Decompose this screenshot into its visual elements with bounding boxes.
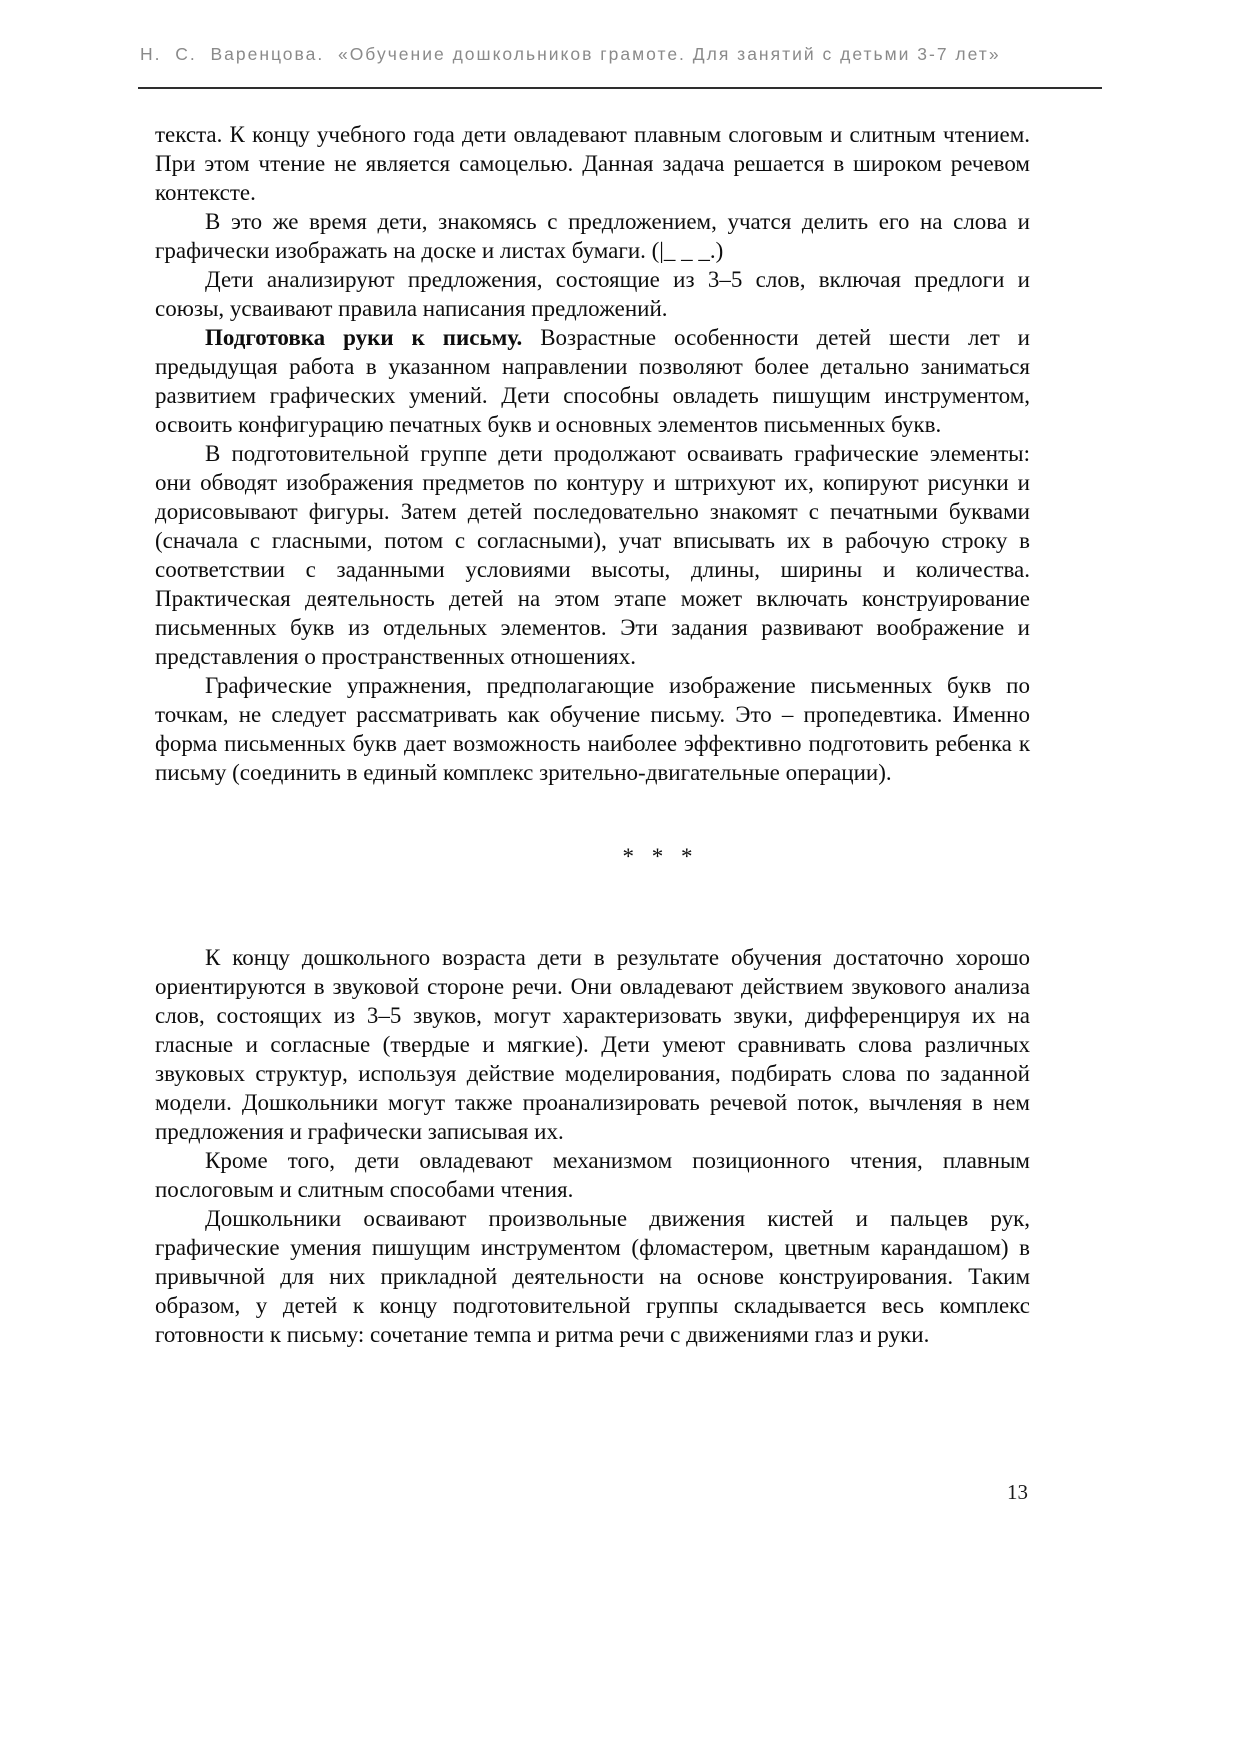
- running-header: Н. С. Варенцова. «Обучение дошкольников грамоте. Для занятий с детьми 3-7 лет»: [140, 44, 1001, 64]
- paragraph: В это же время дети, знакомясь с предложением, учатся делить его на слова и графически изображать на доске и листах бумаги. (|_ _ _.): [155, 209, 1030, 263]
- paragraph-with-bold-lead: [155, 323, 1030, 439]
- header-rule: [138, 87, 1102, 89]
- paragraph: Дошкольники осваивают произвольные движения кистей и пальцев рук, графические умения пишущим инструментом (фломастером, цветным карандашом) в привычной для них прикладной деятельности на основе конструирования. Таким образом, у детей к концу подготовительной группы складывается весь комплекс готовности к письму: сочетание темпа и ритма речи с движениями глаз и руки.: [155, 1206, 1030, 1347]
- asterisk-section-break: * * *: [622, 844, 699, 869]
- paragraph-text: Возрастные особенности детей шести лет и предыдущая работа в указанном направлении позволяют более детально заниматься развитием графических умений. Дети способны овладеть пишущим инструментом, освоить конфигурацию печатных букв и основных элементов письменных букв.: [155, 325, 1030, 437]
- paragraph: К концу дошкольного возраста дети в результате обучения достаточно хорошо ориентируются в звуковой стороне речи. Они овладевают действием звукового анализа слов, состоящих из 3–5 звуков, могут характеризовать звуки, дифференцируя их на гласные и согласные (твердые и мягкие). Дети умеют сравнивать слова различных звуковых структур, используя действие моделирования, подбирать слова по заданной модели. Дошкольники могут также проанализировать речевой поток, вычленяя в нем предложения и графически записывая их.: [155, 945, 1030, 1144]
- bold-run-in-heading: Подготовка руки к письму.: [205, 325, 523, 350]
- page-body: [155, 120, 1030, 1349]
- page-number: 13: [1007, 1480, 1028, 1504]
- paragraph: Дети анализируют предложения, состоящие из 3–5 слов, включая предлоги и союзы, усваивают правила написания предложений.: [155, 267, 1030, 321]
- paragraph: Кроме того, дети овладевают механизмом позиционного чтения, плавным послоговым и слитным способами чтения.: [155, 1148, 1030, 1202]
- paragraph: Графические упражнения, предполагающие изображение письменных букв по точкам, не следует рассматривать как обучение письму. Это – пропедевтика. Именно форма письменных букв дает возможность наиболее эффективно подготовить ребенка к письму (соединить в единый комплекс зрительно-двигательные операции).: [155, 673, 1030, 785]
- paragraph: В подготовительной группе дети продолжают осваивать графические элементы: они обводят изображения предметов по контуру и штрихуют их, копируют рисунки и дорисовывают фигуры. Затем детей последовательно знакомят с печатными буквами (сначала с гласными, потом с согласными), учат вписывать их в рабочую строку в соответствии с заданными условиями высоты, длины, ширины и количества. Практическая деятельность детей на этом этапе может включать конструирование письменных букв из отдельных элементов. Эти задания развивают воображение и представления о пространственных отношениях.: [155, 441, 1030, 669]
- paragraph-continuation: текста. К концу учебного года дети овладевают плавным слоговым и слитным чтением. При этом чтение не является самоцелью. Данная задача решается в широком речевом контексте.: [155, 122, 1030, 205]
